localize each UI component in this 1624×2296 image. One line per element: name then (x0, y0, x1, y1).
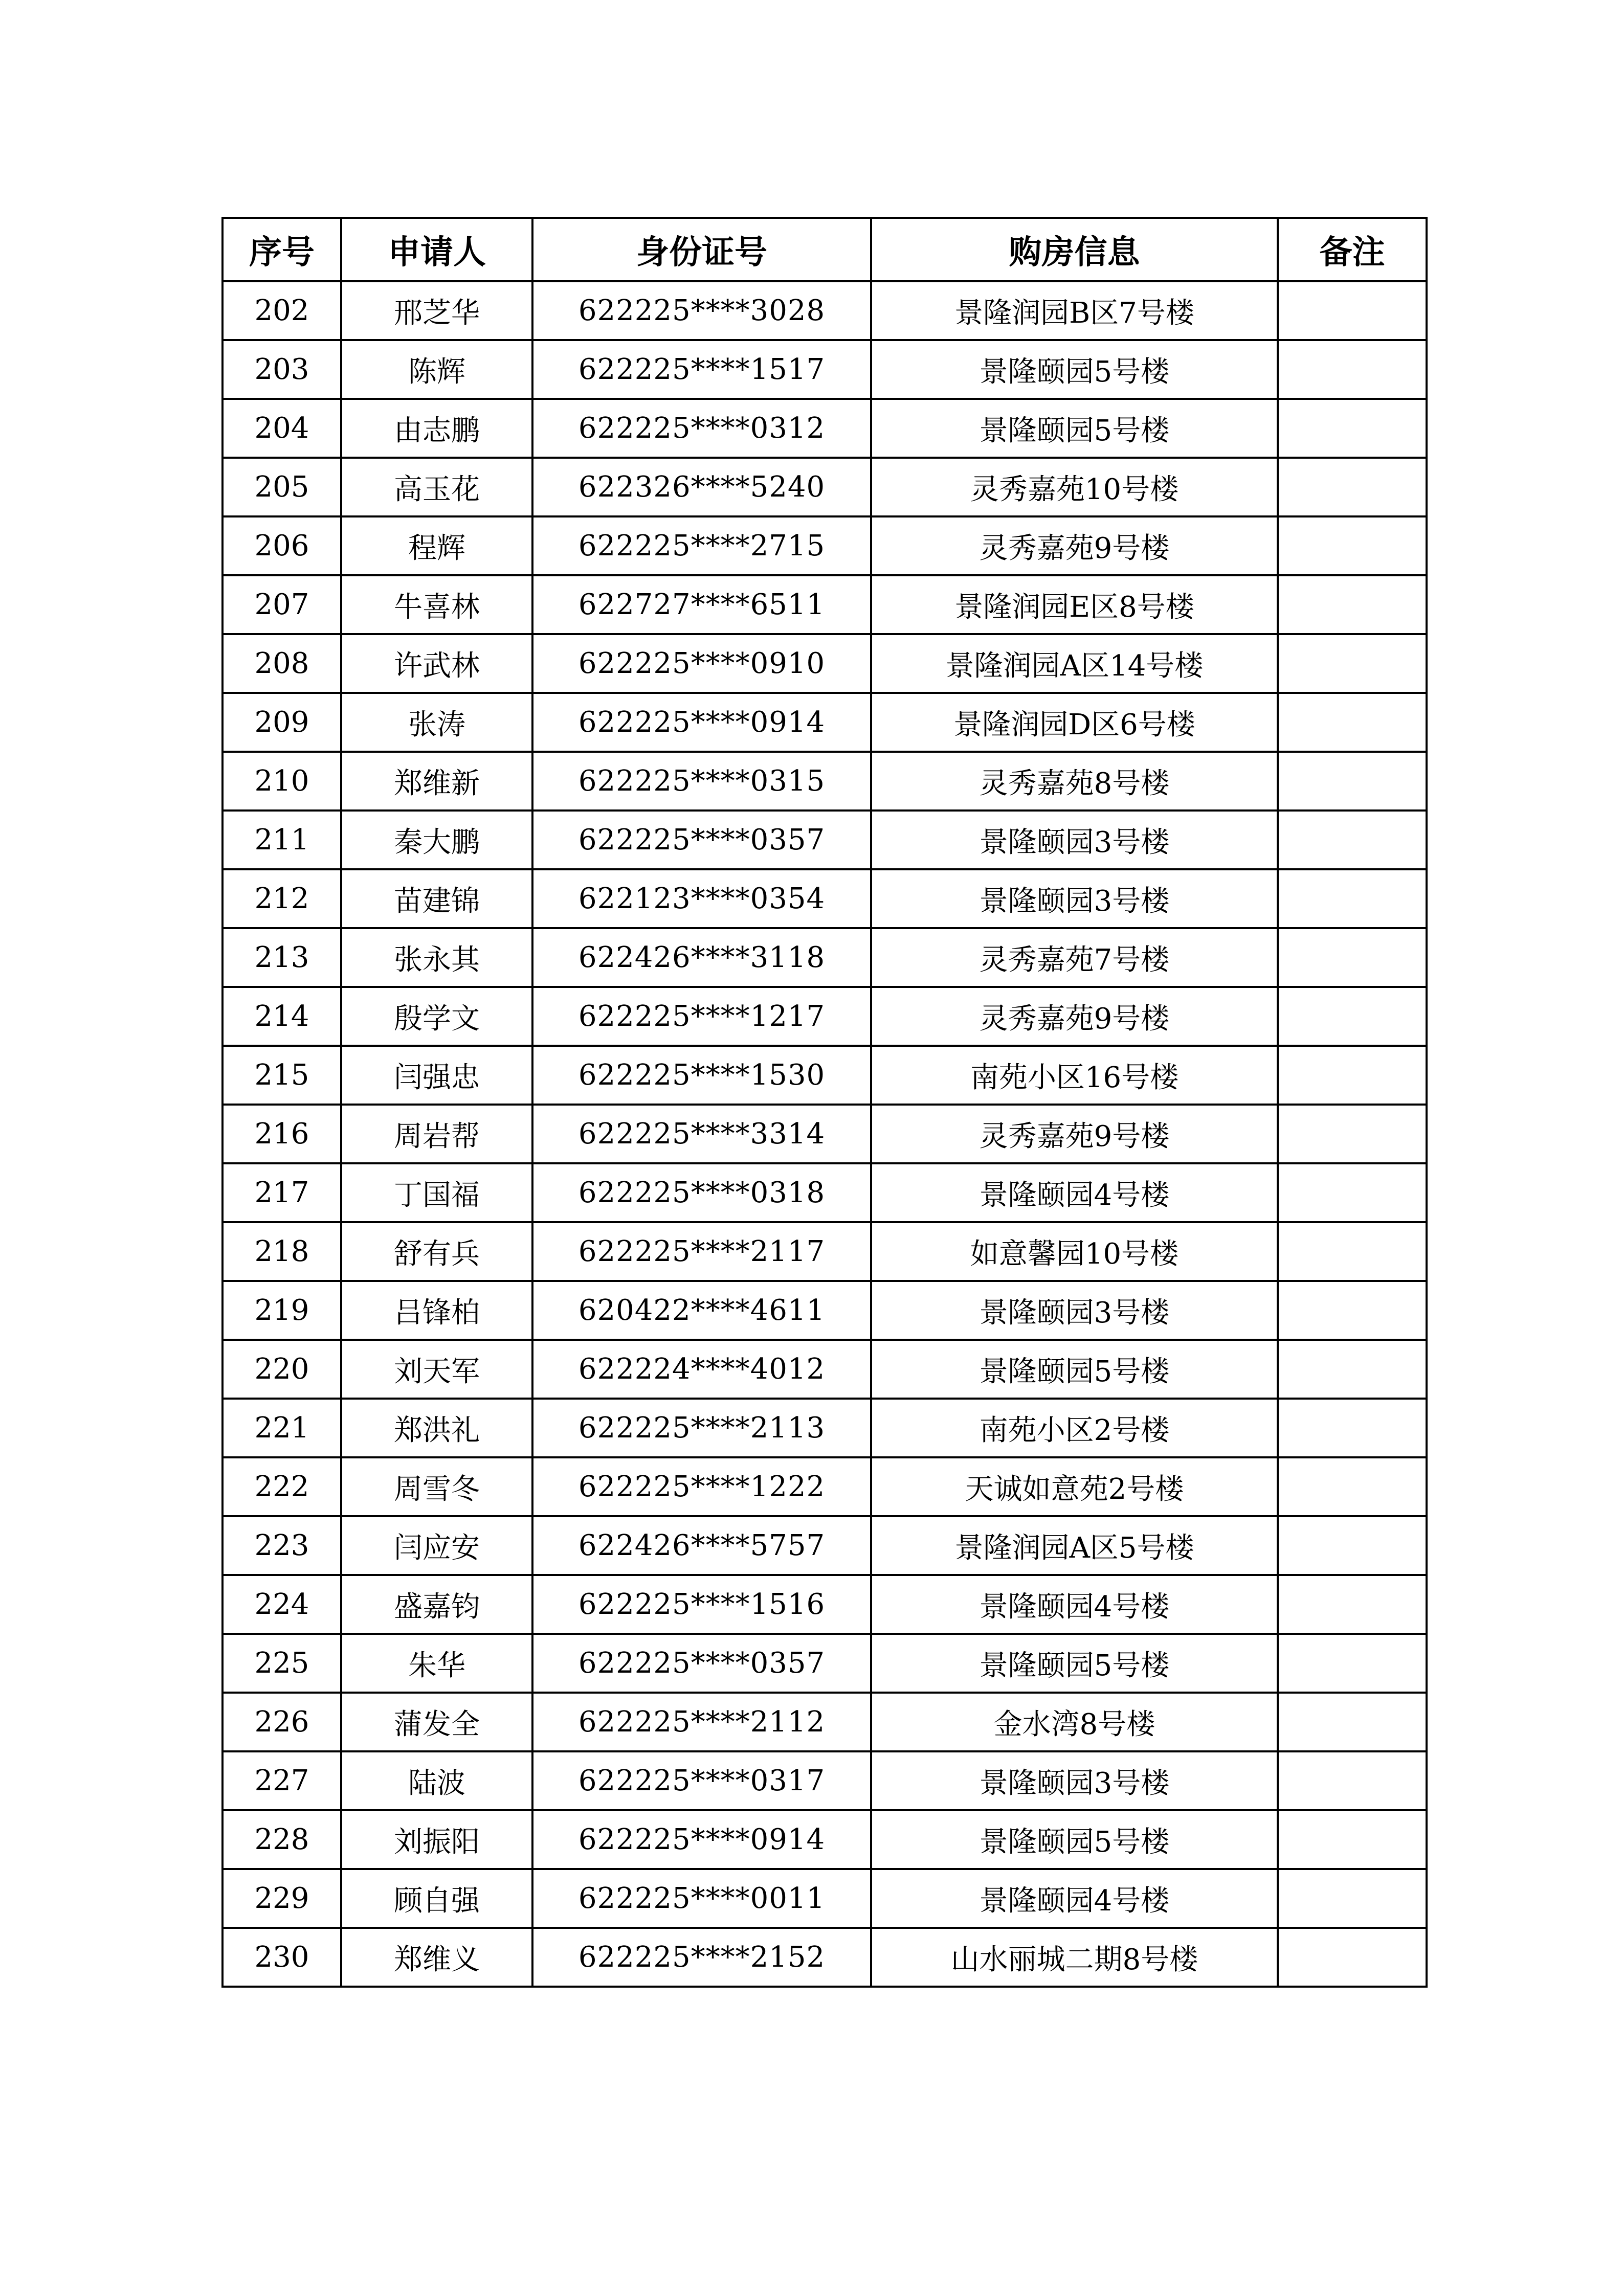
cell-id-number: 622426****5757 (532, 1516, 871, 1575)
table-row (223, 1046, 1427, 1105)
cell-id-number: 622225****0011 (532, 1869, 871, 1928)
cell-house-info: 景隆颐园4号楼 (871, 1163, 1278, 1222)
cell-applicant: 郑维义 (341, 1928, 532, 1987)
cell-remarks (1278, 516, 1427, 575)
cell-serial-number: 222 (223, 1457, 341, 1516)
document-page (221, 217, 1428, 1988)
cell-id-number: 622426****3118 (532, 928, 871, 987)
cell-house-info: 景隆润园B区7号楼 (871, 281, 1278, 340)
table-row (223, 987, 1427, 1046)
cell-applicant: 周岩帮 (341, 1105, 532, 1163)
cell-applicant: 程辉 (341, 516, 532, 575)
header-id-number: 身份证号 (532, 218, 871, 281)
table-row (223, 1928, 1427, 1987)
cell-applicant: 闫强忠 (341, 1046, 532, 1105)
cell-applicant: 秦大鹏 (341, 811, 532, 869)
cell-remarks (1278, 752, 1427, 811)
cell-applicant: 蒲发全 (341, 1693, 532, 1751)
cell-serial-number: 203 (223, 340, 341, 399)
cell-remarks (1278, 987, 1427, 1046)
cell-serial-number: 214 (223, 987, 341, 1046)
cell-remarks (1278, 1105, 1427, 1163)
cell-house-info: 南苑小区16号楼 (871, 1046, 1278, 1105)
cell-applicant: 由志鹏 (341, 399, 532, 458)
cell-applicant: 郑维新 (341, 752, 532, 811)
cell-applicant: 陆波 (341, 1751, 532, 1810)
cell-remarks (1278, 575, 1427, 634)
cell-remarks (1278, 1575, 1427, 1634)
header-remarks: 备注 (1278, 218, 1427, 281)
cell-remarks (1278, 1163, 1427, 1222)
header-row (223, 218, 1427, 281)
cell-applicant: 舒有兵 (341, 1222, 532, 1281)
cell-applicant: 顾自强 (341, 1869, 532, 1928)
table-row (223, 1340, 1427, 1399)
applicant-table (221, 217, 1428, 1988)
cell-remarks (1278, 634, 1427, 693)
cell-applicant: 邢芝华 (341, 281, 532, 340)
cell-house-info: 景隆润园A区14号楼 (871, 634, 1278, 693)
table-row (223, 634, 1427, 693)
cell-serial-number: 202 (223, 281, 341, 340)
header-applicant: 申请人 (341, 218, 532, 281)
cell-house-info: 景隆颐园5号楼 (871, 1340, 1278, 1399)
table-row (223, 1163, 1427, 1222)
cell-remarks (1278, 1457, 1427, 1516)
table-row (223, 1869, 1427, 1928)
table-row (223, 693, 1427, 752)
cell-applicant: 高玉花 (341, 458, 532, 516)
table-header (223, 218, 1427, 281)
cell-serial-number: 212 (223, 869, 341, 928)
table-row (223, 399, 1427, 458)
table-row (223, 340, 1427, 399)
table-row (223, 575, 1427, 634)
cell-id-number: 622727****6511 (532, 575, 871, 634)
cell-serial-number: 227 (223, 1751, 341, 1810)
cell-serial-number: 209 (223, 693, 341, 752)
cell-id-number: 622225****0357 (532, 811, 871, 869)
table-row (223, 1810, 1427, 1869)
cell-id-number: 622225****2715 (532, 516, 871, 575)
cell-serial-number: 206 (223, 516, 341, 575)
cell-remarks (1278, 1046, 1427, 1105)
cell-house-info: 山水丽城二期8号楼 (871, 1928, 1278, 1987)
cell-applicant: 牛喜林 (341, 575, 532, 634)
table-row (223, 458, 1427, 516)
cell-serial-number: 207 (223, 575, 341, 634)
cell-remarks (1278, 1281, 1427, 1340)
cell-applicant: 吕锋柏 (341, 1281, 532, 1340)
table-row (223, 928, 1427, 987)
cell-id-number: 622225****1517 (532, 340, 871, 399)
cell-applicant: 朱华 (341, 1634, 532, 1693)
table-row (223, 1693, 1427, 1751)
cell-id-number: 622225****1222 (532, 1457, 871, 1516)
header-serial-number: 序号 (223, 218, 341, 281)
cell-remarks (1278, 1222, 1427, 1281)
cell-remarks (1278, 1399, 1427, 1457)
cell-house-info: 景隆润园D区6号楼 (871, 693, 1278, 752)
cell-serial-number: 220 (223, 1340, 341, 1399)
cell-house-info: 灵秀嘉苑8号楼 (871, 752, 1278, 811)
cell-serial-number: 208 (223, 634, 341, 693)
cell-remarks (1278, 1516, 1427, 1575)
cell-house-info: 如意馨园10号楼 (871, 1222, 1278, 1281)
cell-serial-number: 228 (223, 1810, 341, 1869)
cell-house-info: 景隆颐园3号楼 (871, 869, 1278, 928)
cell-serial-number: 223 (223, 1516, 341, 1575)
cell-id-number: 622225****0914 (532, 693, 871, 752)
cell-remarks (1278, 811, 1427, 869)
table-row (223, 869, 1427, 928)
table-row (223, 1516, 1427, 1575)
cell-house-info: 景隆颐园3号楼 (871, 1751, 1278, 1810)
table-row (223, 1751, 1427, 1810)
cell-remarks (1278, 458, 1427, 516)
cell-applicant: 刘天军 (341, 1340, 532, 1399)
table-row (223, 1399, 1427, 1457)
cell-house-info: 天诚如意苑2号楼 (871, 1457, 1278, 1516)
cell-house-info: 景隆颐园5号楼 (871, 1634, 1278, 1693)
cell-id-number: 622225****0318 (532, 1163, 871, 1222)
cell-house-info: 灵秀嘉苑10号楼 (871, 458, 1278, 516)
table-row (223, 1105, 1427, 1163)
cell-applicant: 殷学文 (341, 987, 532, 1046)
cell-house-info: 景隆颐园5号楼 (871, 399, 1278, 458)
cell-id-number: 622225****1217 (532, 987, 871, 1046)
cell-serial-number: 224 (223, 1575, 341, 1634)
cell-serial-number: 213 (223, 928, 341, 987)
cell-applicant: 刘振阳 (341, 1810, 532, 1869)
cell-id-number: 622225****2113 (532, 1399, 871, 1457)
cell-house-info: 景隆润园A区5号楼 (871, 1516, 1278, 1575)
cell-applicant: 张永其 (341, 928, 532, 987)
cell-house-info: 景隆颐园3号楼 (871, 1281, 1278, 1340)
cell-house-info: 灵秀嘉苑7号楼 (871, 928, 1278, 987)
cell-applicant: 丁国福 (341, 1163, 532, 1222)
cell-house-info: 灵秀嘉苑9号楼 (871, 516, 1278, 575)
cell-serial-number: 218 (223, 1222, 341, 1281)
cell-id-number: 622224****4012 (532, 1340, 871, 1399)
cell-id-number: 622225****0914 (532, 1810, 871, 1869)
cell-house-info: 景隆颐园5号楼 (871, 340, 1278, 399)
cell-house-info: 景隆润园E区8号楼 (871, 575, 1278, 634)
cell-house-info: 金水湾8号楼 (871, 1693, 1278, 1751)
cell-id-number: 622225****0910 (532, 634, 871, 693)
cell-remarks (1278, 1751, 1427, 1810)
cell-serial-number: 215 (223, 1046, 341, 1105)
cell-id-number: 622225****0357 (532, 1634, 871, 1693)
cell-serial-number: 205 (223, 458, 341, 516)
cell-serial-number: 219 (223, 1281, 341, 1340)
cell-id-number: 622225****2152 (532, 1928, 871, 1987)
cell-remarks (1278, 399, 1427, 458)
cell-remarks (1278, 1634, 1427, 1693)
table-row (223, 1634, 1427, 1693)
cell-id-number: 622225****1530 (532, 1046, 871, 1105)
table-row (223, 1457, 1427, 1516)
cell-applicant: 陈辉 (341, 340, 532, 399)
cell-applicant: 郑洪礼 (341, 1399, 532, 1457)
table-row (223, 1222, 1427, 1281)
cell-applicant: 周雪冬 (341, 1457, 532, 1516)
cell-remarks (1278, 1928, 1427, 1987)
table-row (223, 752, 1427, 811)
table-row (223, 1575, 1427, 1634)
cell-house-info: 南苑小区2号楼 (871, 1399, 1278, 1457)
cell-serial-number: 226 (223, 1693, 341, 1751)
cell-id-number: 622225****2117 (532, 1222, 871, 1281)
cell-serial-number: 229 (223, 1869, 341, 1928)
cell-remarks (1278, 1810, 1427, 1869)
cell-remarks (1278, 928, 1427, 987)
cell-serial-number: 210 (223, 752, 341, 811)
cell-serial-number: 217 (223, 1163, 341, 1222)
header-house-info: 购房信息 (871, 218, 1278, 281)
cell-id-number: 622123****0354 (532, 869, 871, 928)
cell-id-number: 622225****3028 (532, 281, 871, 340)
cell-id-number: 620422****4611 (532, 1281, 871, 1340)
cell-applicant: 盛嘉钧 (341, 1575, 532, 1634)
cell-applicant: 许武林 (341, 634, 532, 693)
cell-serial-number: 225 (223, 1634, 341, 1693)
cell-serial-number: 221 (223, 1399, 341, 1457)
cell-house-info: 景隆颐园4号楼 (871, 1575, 1278, 1634)
cell-id-number: 622225****0315 (532, 752, 871, 811)
cell-remarks (1278, 1340, 1427, 1399)
table-row (223, 281, 1427, 340)
cell-id-number: 622225****3314 (532, 1105, 871, 1163)
cell-remarks (1278, 693, 1427, 752)
cell-house-info: 灵秀嘉苑9号楼 (871, 1105, 1278, 1163)
table-body (223, 281, 1427, 1987)
cell-remarks (1278, 1693, 1427, 1751)
table-row (223, 1281, 1427, 1340)
cell-serial-number: 211 (223, 811, 341, 869)
cell-serial-number: 216 (223, 1105, 341, 1163)
cell-id-number: 622225****0317 (532, 1751, 871, 1810)
cell-house-info: 灵秀嘉苑9号楼 (871, 987, 1278, 1046)
cell-house-info: 景隆颐园3号楼 (871, 811, 1278, 869)
cell-remarks (1278, 340, 1427, 399)
cell-remarks (1278, 1869, 1427, 1928)
cell-serial-number: 204 (223, 399, 341, 458)
cell-applicant: 闫应安 (341, 1516, 532, 1575)
cell-house-info: 景隆颐园5号楼 (871, 1810, 1278, 1869)
cell-serial-number: 230 (223, 1928, 341, 1987)
table-row (223, 811, 1427, 869)
cell-applicant: 苗建锦 (341, 869, 532, 928)
cell-remarks (1278, 869, 1427, 928)
cell-id-number: 622225****0312 (532, 399, 871, 458)
cell-house-info: 景隆颐园4号楼 (871, 1869, 1278, 1928)
cell-id-number: 622225****1516 (532, 1575, 871, 1634)
table-row (223, 516, 1427, 575)
cell-applicant: 张涛 (341, 693, 532, 752)
cell-id-number: 622225****2112 (532, 1693, 871, 1751)
cell-remarks (1278, 281, 1427, 340)
cell-id-number: 622326****5240 (532, 458, 871, 516)
